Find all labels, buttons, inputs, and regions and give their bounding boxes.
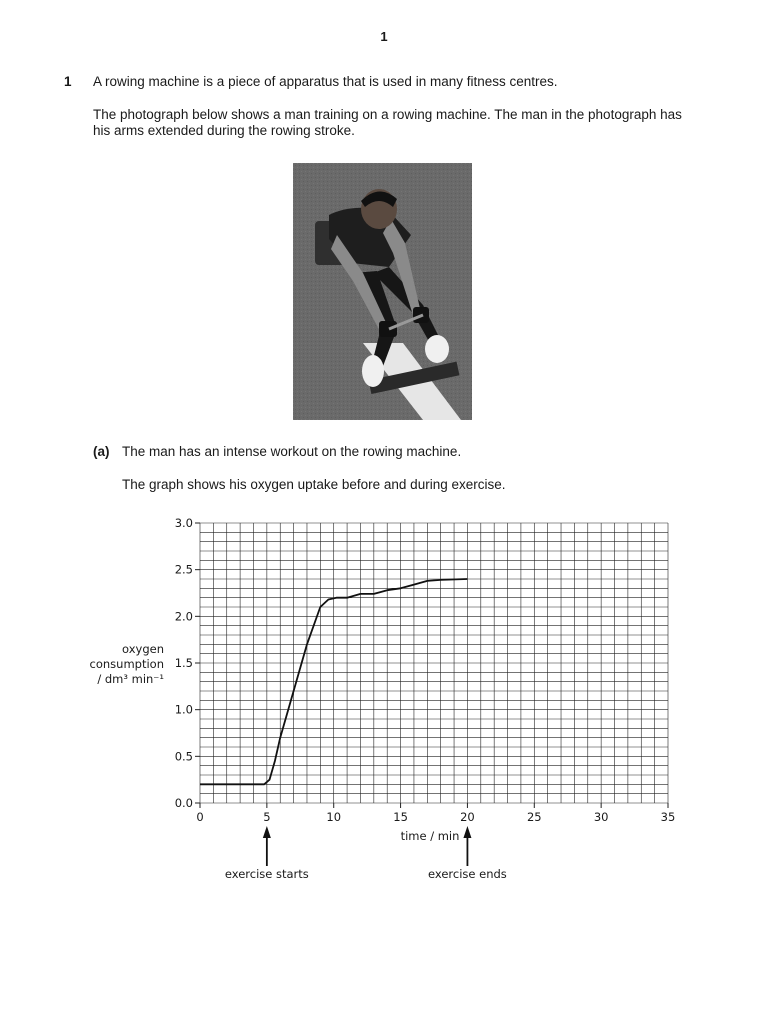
y-axis-unit: / dm³ min⁻¹ [97,672,164,686]
x-tick-label: 35 [660,810,676,824]
y-axis-label-line: consumption [89,657,164,671]
annotation-arrow-head [263,826,271,838]
part-a-label: (a) [93,444,110,459]
y-tick-label: 0.5 [174,749,193,764]
question-intro: A rowing machine is a piece of apparatus that is used in many fitness centres. [93,74,558,89]
y-tick-label: 2.5 [174,562,193,577]
annotation-label: exercise starts [224,867,309,881]
photo-description-line1: The photograph below shows a man training on a rowing machine. The man in the photograph has [93,107,682,122]
y-axis-label-line: oxygen [122,642,164,656]
page-number: 1 [380,29,388,44]
y-tick-label: 2.0 [174,609,193,624]
question-number: 1 [64,74,72,89]
annotation-arrow-head [463,826,471,838]
part-a-text2: The graph shows his oxygen uptake before and during exercise. [122,477,506,492]
x-tick-label: 20 [460,810,475,824]
photo-description-line2: his arms extended during the rowing stroke. [93,123,355,138]
x-tick-label: 15 [393,810,408,824]
rowing-machine-photo [293,163,472,420]
y-tick-label: 3.0 [174,516,193,530]
x-axis-label: time / min [400,829,460,843]
x-tick-label: 25 [526,810,542,824]
x-tick-label: 5 [263,810,271,824]
annotation-label: exercise ends [428,867,507,881]
y-tick-label: 1.5 [174,656,193,670]
x-tick-label: 0 [196,810,204,824]
x-tick-label: 30 [593,810,609,824]
y-tick-label: 0.0 [174,796,193,810]
part-a-text1: The man has an intense workout on the rowing machine. [122,444,462,459]
x-tick-label: 10 [326,810,342,824]
oxygen-uptake-chart [0,500,768,900]
y-tick-label: 1.0 [174,702,193,717]
